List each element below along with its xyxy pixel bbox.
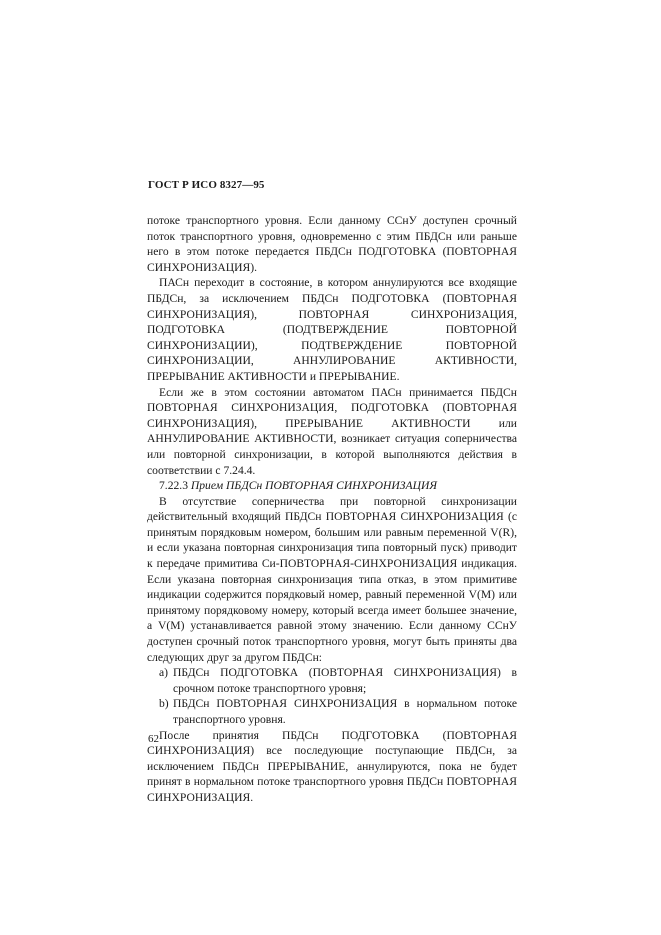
list-item-b [147,696,517,727]
document-header: ГОСТ Р ИСО 8327—95 [148,179,265,191]
paragraph-2: ПАСн переходит в состояние, в котором аннулируются все входящие ПБДСн, за исключением ПБДСн ПОДГОТОВКА (ПОВТОРНАЯ СИНХРОНИЗАЦИЯ), ПОВТОРНАЯ СИНХРОНИЗАЦИЯ, ПОДГОТОВКА (ПОДТВЕРЖДЕНИЕ ПОВТОРНОЙ СИНХРОНИЗАЦИИ), ПОДТВЕРЖДЕНИЕ ПОВТОРНОЙ СИНХРОНИЗАЦИИ, АННУЛИРОВАНИЕ АКТИВНОСТИ, ПРЕРЫВАНИЕ АКТИВНОСТИ и ПРЕРЫВАНИЕ. [147,276,517,383]
paragraph-3: Если же в этом состоянии автоматом ПАСн принимается ПБДСн ПОВТОРНАЯ СИНХРОНИЗАЦИЯ, ПОДГОТОВКА (ПОВТОРНАЯ СИНХРОНИЗАЦИЯ), ПРЕРЫВАНИЕ АКТИВНОСТИ или АННУЛИРОВАНИЕ АКТИВНОСТИ, возникает ситуация соперничества или повторной синхронизации, в которой выполняются действия в соответствии с 7.24.4. [147,385,517,477]
section-number: 7.22.3 [159,479,188,493]
list-item-a [147,665,517,696]
section-title: Прием ПБДСн ПОВТОРНАЯ СИНХРОНИЗАЦИЯ [190,479,437,493]
list-item-text: ПБДСн ПОДГОТОВКА (ПОВТОРНАЯ СИНХРОНИЗАЦИЯ) в срочном потоке транспортного уровня; [173,666,517,695]
list-item-marker: a) [159,666,169,680]
paragraph-1: потоке транспортного уровня. Если данному ССнУ доступен срочный поток транспортного уровня, одновременно с этим ПБДСн или раньше него в этом потоке передается ПБДСн ПОДГОТОВКА (ПОВТОРНАЯ СИНХРОНИЗАЦИЯ). [147,214,517,274]
document-body [147,213,517,806]
page-number: 62 [148,733,159,745]
paragraph-4: В отсутствие соперничества при повторной синхронизации действительный входящий ПБДСн ПОВТОРНАЯ СИНХРОНИЗАЦИЯ (с принятым порядковым номером, большим или равным переменной V(R), и если указана повторная синхронизация типа повторный пуск) приводит к передаче примитива Си-ПОВТОРНАЯ-СИНХРОНИЗАЦИЯ индикация. Если указана повторная синхронизация типа отказ, в этом примитиве индикации содержится порядковый номер, равный переменной V(M) или принятому порядковому номеру, который всегда имеет большее значение, а V(M) устанавливается равной этому значению. Если данному ССнУ доступен срочный поток транспортного уровня, могут быть приняты два следующих друг за другом ПБДСн: [147,494,517,664]
paragraph-5: После принятия ПБДСн ПОДГОТОВКА (ПОВТОРНАЯ СИНХРОНИЗАЦИЯ) все последующие поступающие ПБДСн, за исключением ПБДСн ПРЕРЫВАНИЕ, аннулируются, пока не будет принят в нормальном потоке транспортного уровня ПБДСн ПОВТОРНАЯ СИНХРОНИЗАЦИЯ. [147,728,517,804]
list-item-text: ПБДСн ПОВТОРНАЯ СИНХРОНИЗАЦИЯ в нормальном потоке транспортного уровня. [173,697,517,726]
list-item-marker: b) [159,697,169,711]
section-heading [147,478,517,494]
